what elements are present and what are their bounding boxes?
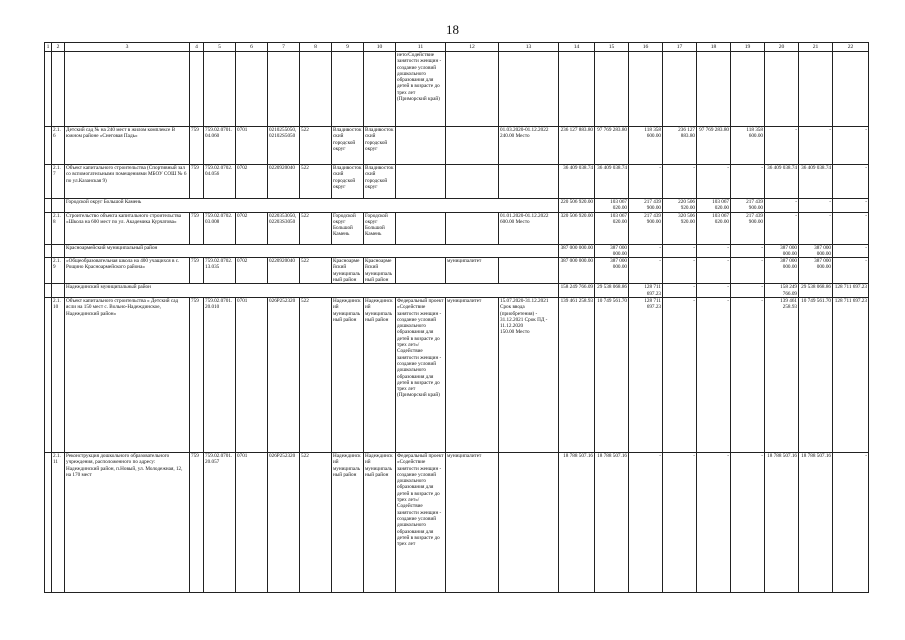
header-cell: 12: [446, 43, 499, 52]
amount-cell: -: [731, 284, 765, 298]
row-number: 2.1.7: [52, 165, 65, 199]
amount-cell: -: [629, 244, 663, 258]
cell-c5: 759.02.0702.04.056: [204, 165, 236, 199]
amount-cell: -: [663, 165, 697, 199]
cell-c9: Городской округ Большой Камень: [332, 212, 364, 244]
object-name: Объект капитального строительства « Детский сад ясли на 150 мест с. Вольно-Надеждинское, Надеждинский район»: [65, 297, 190, 452]
cell-c7: 026P252320: [268, 452, 300, 592]
group-name: Красноармейский муниципальный район: [65, 244, 559, 258]
amount-cell: 36 409 038.74: [559, 165, 595, 199]
amount-cell: -: [765, 127, 799, 165]
amount-cell: -: [629, 165, 663, 199]
amount-cell: -: [629, 258, 663, 284]
cell-c8: 522: [300, 212, 332, 244]
amount-cell: -: [765, 212, 799, 244]
cell-c12: муниципалитет: [446, 297, 499, 452]
amount-cell: 97 769 283.80: [595, 127, 629, 165]
amount-cell: -: [629, 452, 663, 592]
cell-c9: Владивостокский городской округ: [332, 127, 364, 165]
table-row: [45, 297, 869, 452]
amount-cell: 387 000 000.00: [559, 258, 595, 284]
cell-c13: 15.07.2020-31.12.2021 Срок ввода (приобретения) - 31.12.2021 Срок ПД - 11.12.2020 150.00 Место: [499, 297, 559, 452]
amount-cell: -: [663, 452, 697, 592]
amount-cell: -: [697, 165, 731, 199]
amount-cell: 139 461 258.93: [765, 297, 799, 452]
object-name: Объект капитального строительства (Спортивный зал со вспомогательными помещениями МБОУ СОШ № 6 по ул.Казанская 9): [65, 165, 190, 199]
amount-cell: 29 538 068.86: [595, 284, 629, 298]
header-cell: 6: [236, 43, 268, 52]
cell-c12: муниципалитет: [446, 452, 499, 592]
amount-cell: 320 506 920.00: [663, 212, 697, 244]
amount-cell: -: [833, 199, 869, 213]
amount-cell: -: [833, 258, 869, 284]
amount-cell: 220 506 920.00: [559, 199, 595, 213]
object-name: «Общеобразовательная школа на 400 учащихся в с. Рощино Красноармейского района»: [65, 258, 190, 284]
amount-cell: 139 461 258.93: [559, 297, 595, 452]
amount-cell: 18 788 507.16: [765, 452, 799, 592]
table-row: [45, 212, 869, 244]
amount-cell: 387 000 000.00: [799, 244, 833, 258]
document-table-area: [44, 42, 867, 640]
cell-c9: Владивостокский городской округ: [332, 165, 364, 199]
table-row: [45, 165, 869, 199]
cell-c6: 0701: [236, 297, 268, 452]
amount-cell: -: [697, 284, 731, 298]
continuation-text: ието/Содействие занятости женщин - создание условий дошкольного образования для детей в возрасте до трех лет (Приморский край): [396, 52, 446, 127]
amount-cell: -: [663, 297, 697, 452]
amount-cell: 387 000 000.00: [595, 258, 629, 284]
continuation-row: [45, 52, 869, 127]
amount-cell: -: [833, 212, 869, 244]
row-number: 2.1.8: [52, 212, 65, 244]
amount-cell: -: [765, 199, 799, 213]
header-cell: 10: [364, 43, 396, 52]
cell-c10: Надеждинский муниципальный район: [364, 452, 396, 592]
cell-c11: [396, 212, 446, 244]
amount-cell: 18 788 507.16: [799, 452, 833, 592]
row-number: 2.1.6: [52, 127, 65, 165]
cell-index: [45, 212, 52, 244]
header-cell: 17: [663, 43, 697, 52]
cell-c7: 0220920040: [268, 258, 300, 284]
cell-c6: 0701: [236, 127, 268, 165]
amount-cell: -: [731, 452, 765, 592]
cell-c8: 522: [300, 452, 332, 592]
cell-c12: [446, 165, 499, 199]
amount-cell: -: [697, 244, 731, 258]
cell-c10: Владивостокский городской округ: [364, 127, 396, 165]
amount-cell: -: [731, 258, 765, 284]
amount-cell: 217 439 900.00: [731, 212, 765, 244]
cell-c6: 0702: [236, 165, 268, 199]
cell-c8: 522: [300, 258, 332, 284]
header-cell: 21: [799, 43, 833, 52]
cell-c6: 0702: [236, 212, 268, 244]
amount-cell: -: [697, 452, 731, 592]
cell-c10: Красноармейский муниципальный район: [364, 258, 396, 284]
cell-c9: Надеждинский муниципальный район: [332, 452, 364, 592]
amount-cell: 128 711 697.23: [629, 284, 663, 298]
amount-cell: 128 711 697.23: [833, 297, 869, 452]
amount-cell: -: [697, 297, 731, 452]
amount-cell: -: [799, 127, 833, 165]
amount-cell: 36 409 038.74: [799, 165, 833, 199]
amount-cell: 387 000 000.00: [799, 258, 833, 284]
amount-cell: 18 788 507.16: [595, 452, 629, 592]
amount-cell: 29 538 068.86: [799, 284, 833, 298]
amount-cell: 128 711 697.23: [833, 284, 869, 298]
table-row: [45, 127, 869, 165]
object-name: Реконструкция дошкольного образовательного учреждения, расположенного по адресу: Надеждинский район, п.Новый, ул. Молодежная, 12, на 170 мест: [65, 452, 190, 592]
header-cell: 14: [559, 43, 595, 52]
cell-c4: 759: [190, 258, 204, 284]
group-name: Городской округ Большой Камень: [65, 199, 559, 213]
cell-c9: Красноармейский муниципальный район: [332, 258, 364, 284]
cell-c6: 0702: [236, 258, 268, 284]
cell-c7: 026P252320: [268, 297, 300, 452]
cell-c5: 759.02.0701.20.057: [204, 452, 236, 592]
cell-c11: [396, 165, 446, 199]
cell-c5: 759.02.0702.13.035: [204, 258, 236, 284]
table-row: [45, 258, 869, 284]
cell-c11: Федеральный проект «Содействие занятости женщин - создание условий дошкольного образования для детей в возрасте до трех лет»/Содействие занятости женщин - создание условий дошкольного образования для детей в возрасте до трех лет (Приморский край): [396, 297, 446, 452]
header-cell: 4: [190, 43, 204, 52]
amount-cell: -: [731, 297, 765, 452]
cell-c4: 759: [190, 165, 204, 199]
header-cell: 18: [697, 43, 731, 52]
amount-cell: 387 000 000.00: [765, 258, 799, 284]
amount-cell: -: [833, 127, 869, 165]
cell-c6: 0701: [236, 452, 268, 592]
amount-cell: -: [833, 165, 869, 199]
amount-cell: -: [731, 165, 765, 199]
header-cell: 8: [300, 43, 332, 52]
group-row: [45, 199, 869, 213]
header-cell: 13: [499, 43, 559, 52]
cell-c13: 01.01.2020-01.12.2022 600.00 Место: [499, 212, 559, 244]
amount-cell: 10 749 561.70: [799, 297, 833, 452]
row-number: 2.1.10: [52, 297, 65, 452]
page-number: 18: [446, 22, 459, 37]
header-row: [45, 43, 869, 52]
cell-c10: Владивостокский городской округ: [364, 165, 396, 199]
header-cell: 11: [396, 43, 446, 52]
cell-c8: 522: [300, 297, 332, 452]
amount-cell: -: [731, 244, 765, 258]
amount-cell: 36 409 038.74: [765, 165, 799, 199]
cell-index: [45, 199, 52, 213]
amount-cell: 103 067 020.00: [595, 212, 629, 244]
row-number: 2.1.9: [52, 258, 65, 284]
header-cell: 7: [268, 43, 300, 52]
cell-c5: 759.02.0701.20.010: [204, 297, 236, 452]
cell-c5: 759.02.0701.04.060: [204, 127, 236, 165]
cell-num: [52, 284, 65, 298]
cell-num: [52, 244, 65, 258]
header-cell: 5: [204, 43, 236, 52]
cell-index: [45, 165, 52, 199]
amount-cell: -: [833, 452, 869, 592]
amount-cell: 103 067 020.00: [697, 199, 731, 213]
cell-c13: 01.03.2020-01.12.2022 240.00 Место: [499, 127, 559, 165]
amount-cell: 217 439 900.00: [629, 199, 663, 213]
header-cell: 15: [595, 43, 629, 52]
cell-c11: [396, 127, 446, 165]
amount-cell: 158 249 766.09: [765, 284, 799, 298]
amount-cell: -: [799, 199, 833, 213]
cell-c8: 522: [300, 165, 332, 199]
amount-cell: 387 000 000.00: [765, 244, 799, 258]
cell-c7: 0220353050, 02203S3050: [268, 212, 300, 244]
cell-c10: Надеждинский муниципальный район: [364, 297, 396, 452]
group-row: [45, 284, 869, 298]
amount-cell: 103 067 020.00: [697, 212, 731, 244]
amount-cell: 118 358 600.00: [629, 127, 663, 165]
cell-c11: [396, 258, 446, 284]
cell-c9: Надеждинский муниципальный район: [332, 297, 364, 452]
cell-c8: 522: [300, 127, 332, 165]
amount-cell: -: [663, 284, 697, 298]
amount-cell: 10 749 561.70: [595, 297, 629, 452]
header-cell: 1: [45, 43, 52, 52]
header-cell: 19: [731, 43, 765, 52]
cell-c5: 759.02.0702.03.008: [204, 212, 236, 244]
header-cell: 16: [629, 43, 663, 52]
amount-cell: 236 127 883.80: [559, 127, 595, 165]
cell-index: [45, 127, 52, 165]
cell-c11: Федеральный проект «Содействие занятости женщин - создание условий дошкольного образования для детей в возрасте до трех лет»/Содействие занятости женщин - создание условий дошкольного образования для детей в возрасте до трех лет: [396, 452, 446, 592]
cell-index: [45, 258, 52, 284]
group-name: Надеждинский муниципальный район: [65, 284, 559, 298]
amount-cell: 103 067 020.00: [595, 199, 629, 213]
table-body: [45, 43, 869, 593]
amount-cell: 320 506 920.00: [559, 212, 595, 244]
amount-cell: -: [663, 244, 697, 258]
header-cell: 22: [833, 43, 869, 52]
cell-c12: муниципалитет: [446, 258, 499, 284]
amount-cell: 97 769 283.80: [697, 127, 731, 165]
cell-c7: 0220920040: [268, 165, 300, 199]
amount-cell: 128 711 697.23: [629, 297, 663, 452]
cell-c4: 759: [190, 452, 204, 592]
cell-c7: 0210255050, 02102S5050: [268, 127, 300, 165]
cell-c13: [499, 452, 559, 592]
investment-table: [44, 42, 869, 593]
cell-c12: [446, 212, 499, 244]
amount-cell: 217 439 900.00: [731, 199, 765, 213]
amount-cell: -: [663, 258, 697, 284]
cell-c13: [499, 165, 559, 199]
cell-index: [45, 297, 52, 452]
table-row: [45, 452, 869, 592]
object-name: Строительство объекта капитального строительства «Школа на 600 мест по ул. Академика Курчатова»: [65, 212, 190, 244]
amount-cell: 36 409 038.74: [595, 165, 629, 199]
cell-index: [45, 244, 52, 258]
cell-index: [45, 452, 52, 592]
amount-cell: 158 249 766.09: [559, 284, 595, 298]
header-cell: 3: [65, 43, 190, 52]
cell-num: [52, 199, 65, 213]
amount-cell: 387 000 000.00: [559, 244, 595, 258]
header-cell: 20: [765, 43, 799, 52]
amount-cell: 387 000 000.00: [595, 244, 629, 258]
amount-cell: 118 358 600.00: [731, 127, 765, 165]
amount-cell: -: [799, 212, 833, 244]
amount-cell: 236 127 883.80: [663, 127, 697, 165]
amount-cell: -: [833, 244, 869, 258]
cell-c4: 759: [190, 127, 204, 165]
cell-index: [45, 284, 52, 298]
row-number: 2.1.11: [52, 452, 65, 592]
header-cell: 9: [332, 43, 364, 52]
amount-cell: 220 506 920.00: [663, 199, 697, 213]
group-row: [45, 244, 869, 258]
cell-c10: Городской округ Большой Камень: [364, 212, 396, 244]
object-name: Детский сад № на 240 мест в жилом комплексе В южном районе «Снеговая Падь»: [65, 127, 190, 165]
cell-c4: 759: [190, 297, 204, 452]
cell-c13: [499, 258, 559, 284]
cell-c12: [446, 127, 499, 165]
amount-cell: 217 439 900.00: [629, 212, 663, 244]
cell-c4: 759: [190, 212, 204, 244]
amount-cell: -: [697, 258, 731, 284]
header-cell: 2: [52, 43, 65, 52]
amount-cell: 18 788 507.16: [559, 452, 595, 592]
